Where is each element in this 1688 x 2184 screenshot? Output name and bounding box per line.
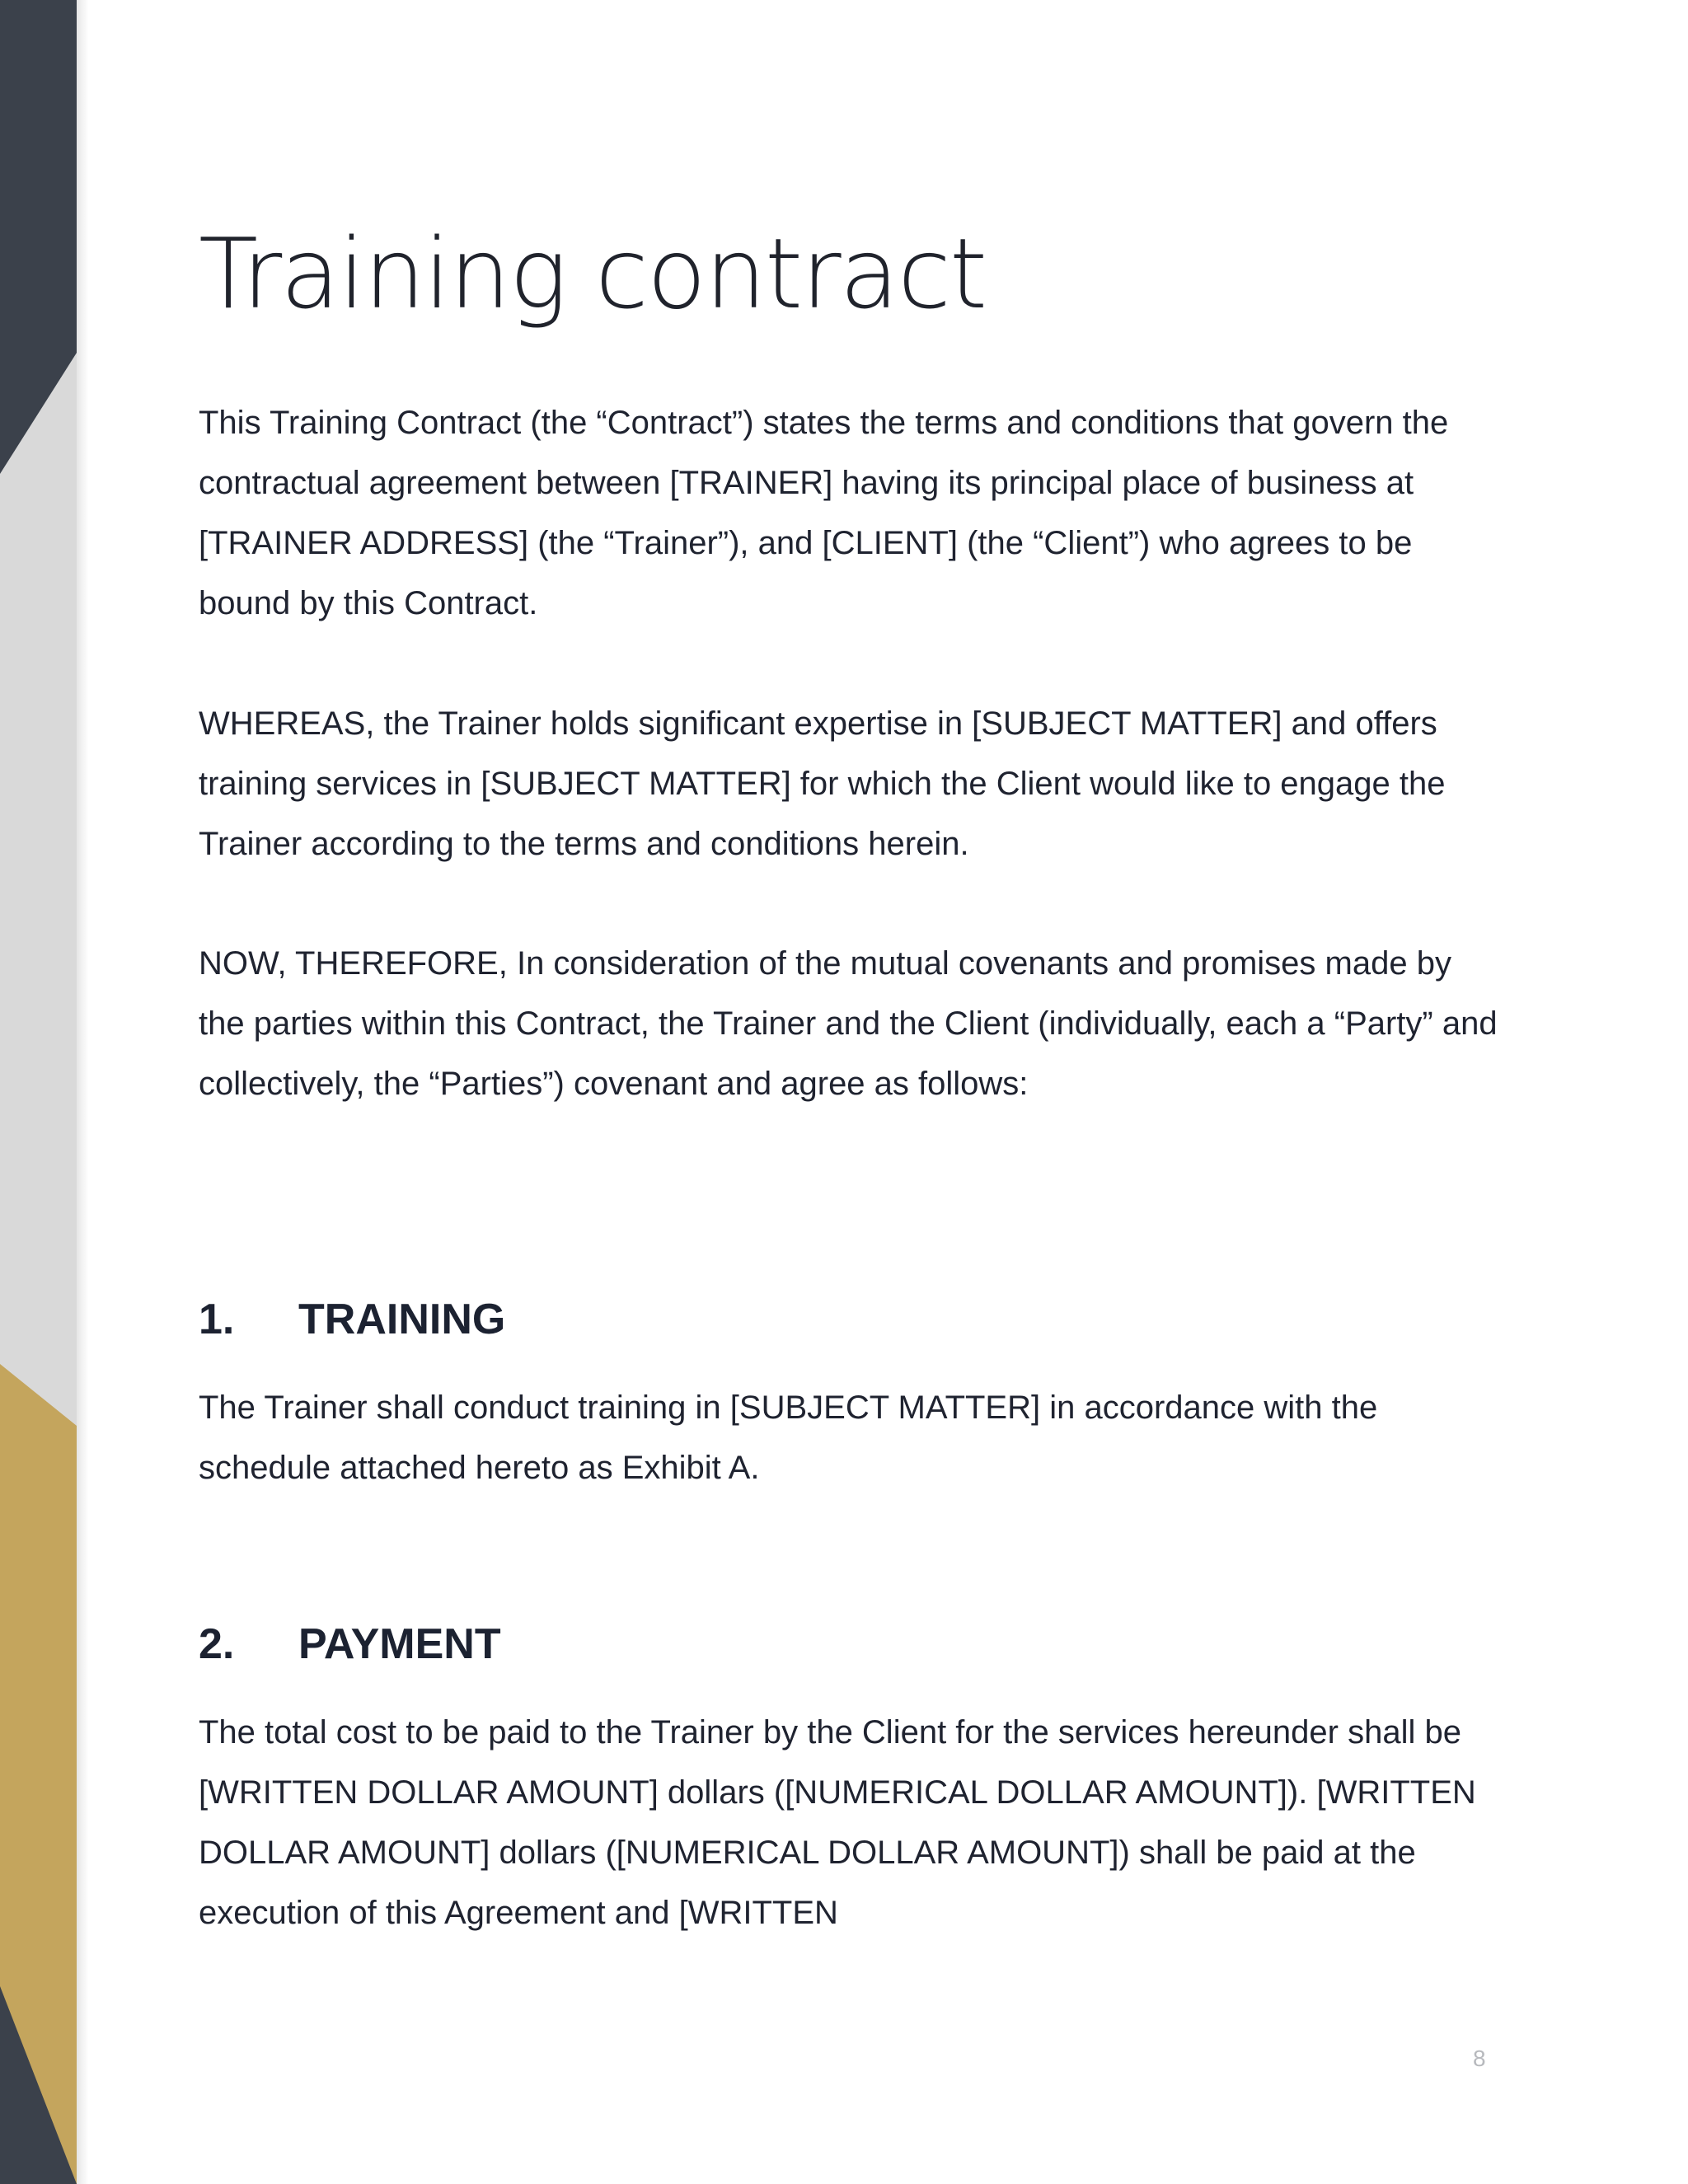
decorative-side-band bbox=[0, 0, 77, 2184]
page-number: 8 bbox=[1473, 2046, 1486, 2071]
section-title: PAYMENT bbox=[298, 1620, 501, 1668]
section-number: 2. bbox=[199, 1620, 235, 1668]
now-therefore-paragraph: NOW, THEREFORE, In consideration of the mutual covenants and promises made by the parties within this Contract, the Trainer and the Client (individually, each a “Party” and collectively, the “Parties”) covenant and agree as follows: bbox=[199, 945, 1498, 1102]
document-title: Training contract bbox=[199, 217, 987, 330]
training-section-body: The Trainer shall conduct training in [SUBJECT MATTER] in accordance with the schedule attached hereto as Exhibit A. bbox=[199, 1390, 1378, 1486]
section-number: 1. bbox=[199, 1296, 235, 1343]
section-heading-training bbox=[199, 1291, 505, 1348]
side-band-shadow bbox=[77, 0, 88, 2184]
intro-paragraph: This Training Contract (the “Contract”) states the terms and conditions that govern the contractual agreement between [TRAINER] having its principal place of business at [TRAINER ADDRESS] (the “Trainer”), and [CLIENT] (the “Client”) who agrees to be bound by this Contract. bbox=[199, 405, 1449, 621]
payment-section-body: The total cost to be paid to the Trainer by the Client for the services hereunder shall be [WRITTEN DOLLAR AMOUNT] dollars ([NUMERICAL DOLLAR AMOUNT]). [WRITTEN DOLLAR AMOUNT] dollars ([NUMERICAL DOLLAR AMOUNT]) shall be paid at the execution of this Agreement and [WRITTEN bbox=[199, 1714, 1476, 1931]
section-heading-payment bbox=[199, 1615, 501, 1673]
whereas-paragraph: WHEREAS, the Trainer holds significant expertise in [SUBJECT MATTER] and offers training services in [SUBJECT MATTER] for which the Client would like to engage the Trainer according to the terms and conditions herein. bbox=[199, 705, 1446, 862]
section-title: TRAINING bbox=[298, 1296, 506, 1343]
